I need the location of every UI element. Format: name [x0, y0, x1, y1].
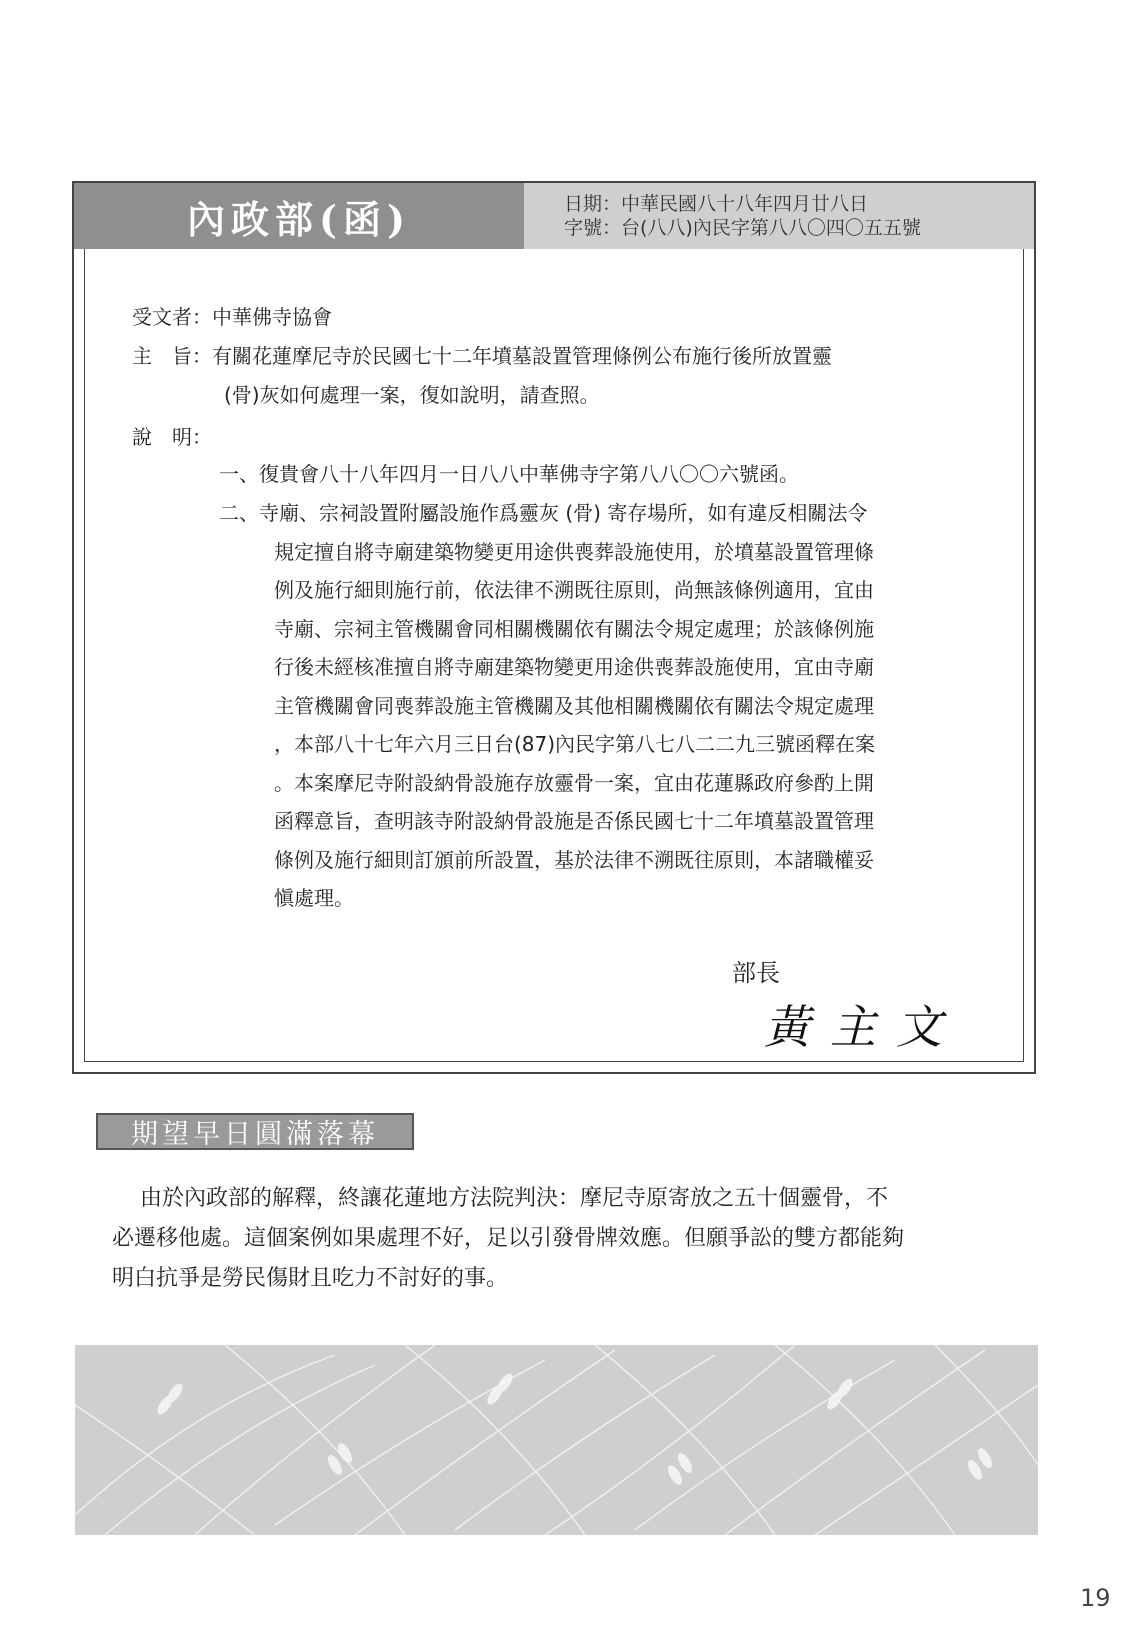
letter-reference: 字號：台(八八)內民字第八八〇四〇五五號	[564, 217, 921, 239]
explain-item-2-line: 條例及施行細則訂頒前所設置，基於法律不溯既往原則，本諸職權妥	[274, 848, 874, 872]
explain-item-2-line: 寺廟、宗祠主管機關會同相關機關依有關法令規定處理；於該條例施	[274, 617, 874, 641]
letter-title: 內政部(函)	[74, 183, 524, 249]
letter-meta	[524, 183, 1034, 249]
subject-text-2: (骨)灰如何處理一案，復如說明，請查照。	[224, 383, 600, 407]
letter-date: 日期：中華民國八十八年四月廿八日	[564, 193, 869, 215]
subject-label: 主 旨：	[132, 344, 212, 368]
section-heading: 期望早日圓滿落幕	[96, 1113, 414, 1150]
explain-item-2-line: 愼處理。	[274, 886, 354, 910]
explain-item-2-line: 規定擅自將寺廟建築物變更用途供喪葬設施使用，於墳墓設置管理條	[274, 540, 874, 564]
subject-text-1: 有關花蓮摩尼寺於民國七十二年墳墓設置管理條例公布施行後所放置靈	[212, 344, 832, 368]
subject-line	[132, 342, 832, 370]
wheat-pattern-icon	[75, 1345, 1038, 1535]
explain-item-2-line: 例及施行細則施行前，依法律不溯既往原則，尚無該條例適用，宜由	[274, 578, 874, 602]
explain-item-1: 一、復貴會八十八年四月一日八八中華佛寺字第八八〇〇六號函。	[219, 462, 799, 486]
paragraph-line: 由於內政部的解釋，終讓花蓮地方法院判決：摩尼寺原寄放之五十個靈骨，不	[140, 1186, 889, 1211]
explain-item-2-line: ，本部八十七年六月三日台(87)內民字第八七八二二九三號函釋在案	[274, 732, 876, 756]
explain-label: 說 明：	[132, 425, 212, 449]
recipient-line	[132, 303, 332, 331]
signer-title: 部長	[732, 959, 780, 987]
explain-item-2-line: 。本案摩尼寺附設納骨設施存放靈骨一案，宜由花蓮縣政府參酌上開	[274, 771, 874, 795]
explain-item-2-line: 主管機關會同喪葬設施主管機關及其他相關機關依有關法令規定處理	[274, 694, 874, 718]
page-number: 19	[1080, 1584, 1111, 1612]
signer-signature: 黃主文	[764, 1000, 962, 1054]
explain-item-2-line: 二、寺廟、宗祠設置附屬設施作爲靈灰 (骨) 寄存場所，如有違反相關法令	[219, 501, 868, 525]
paragraph-line: 明白抗爭是勞民傷財且吃力不討好的事。	[112, 1266, 509, 1291]
paragraph-line: 必遷移他處。這個案例如果處理不好，足以引發骨牌效應。但願爭訟的雙方都能夠	[112, 1226, 905, 1251]
explain-item-2-line: 函釋意旨，查明該寺附設納骨設施是否係民國七十二年墳墓設置管理	[274, 809, 874, 833]
letter-header	[74, 183, 1034, 249]
recipient-label: 受文者：	[132, 305, 212, 329]
explain-item-2-line: 行後未經核准擅自將寺廟建築物變更用途供喪葬設施使用，宜由寺廟	[274, 655, 874, 679]
official-letter	[72, 181, 1036, 1074]
recipient: 中華佛寺協會	[212, 305, 332, 329]
